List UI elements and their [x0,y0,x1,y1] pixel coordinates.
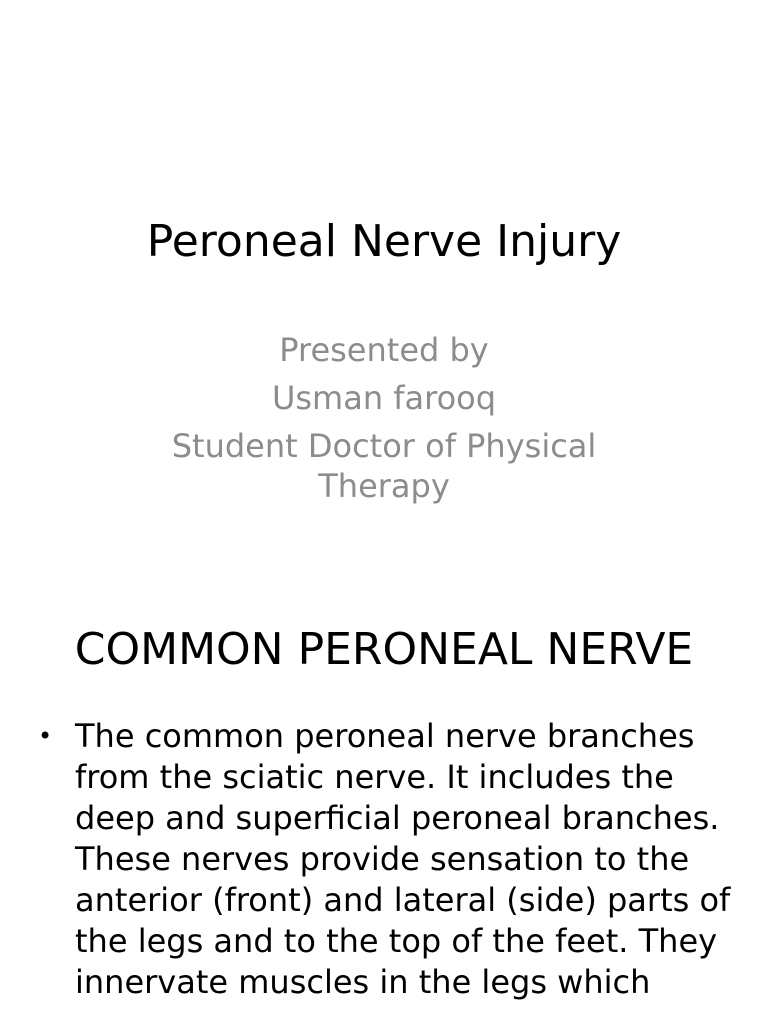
content-slide [0,576,768,1024]
bullet-item [38,716,738,1003]
bullet-list [38,716,738,1003]
bullet-text: The common peroneal nerve branches from the sciatic nerve. It includes the deep and superficial peroneal branches. These nerves provide sensation to the anterior (front) and lateral (side) parts of the legs and to the top of the feet. They innervate muscles in the legs which [75,717,731,1001]
bullet-icon: • [38,722,53,750]
presenter-info [140,330,628,506]
presentation-title: Peroneal Nerve Injury [146,216,622,267]
presenter-name: Usman farooq [271,379,497,417]
slide-heading: COMMON PERONEAL NERVE [74,624,694,675]
presented-by-line: Presented by [279,331,489,369]
presenter-title: Student Doctor of Physical Therapy [171,427,597,505]
